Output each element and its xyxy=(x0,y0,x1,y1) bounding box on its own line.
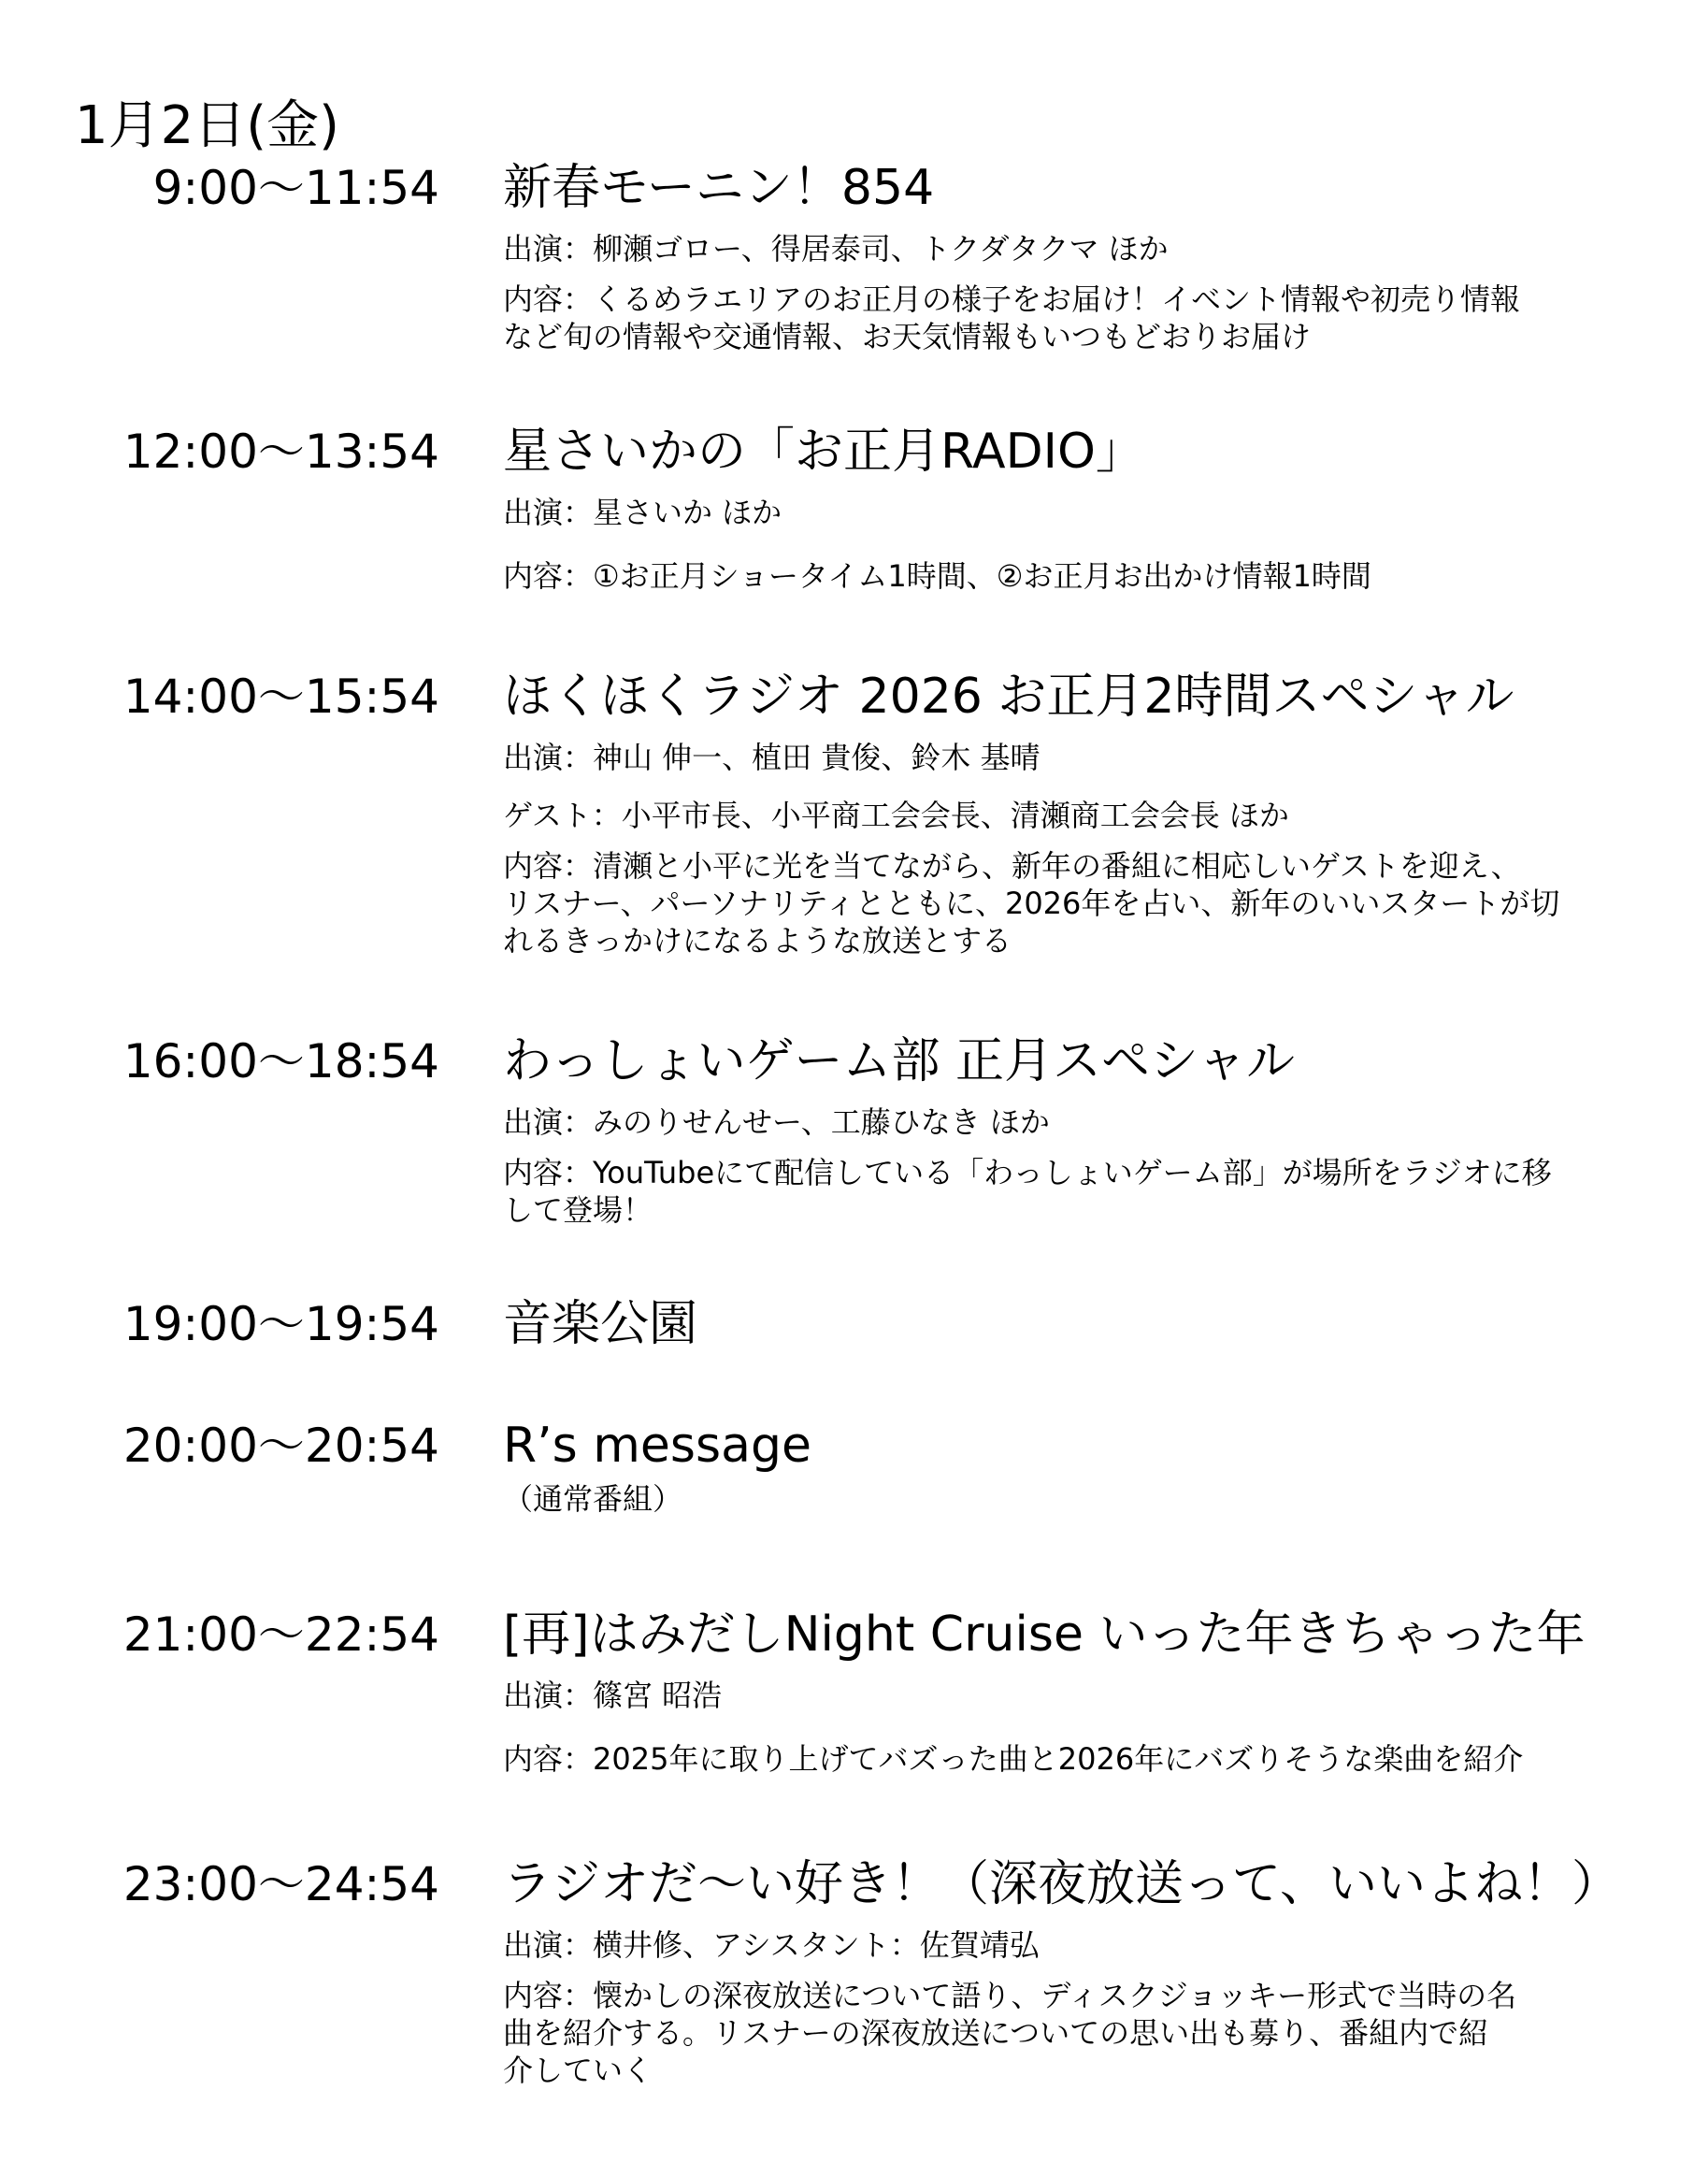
program-title: ラジオだ～い好き！（深夜放送って、いいよね！） xyxy=(503,1856,1620,1912)
program-details xyxy=(503,1853,1620,2089)
program-description: 内容：くるめラエリアのお正月の様子をお届け！イベント情報や初売り情報 など旬の情報や交通情報、お天気情報もいつもどおりお届け xyxy=(503,281,1521,354)
program-title: 音楽公園 xyxy=(503,1296,698,1352)
program-time: 14:00～15:54 xyxy=(122,670,439,724)
program-description: 内容：①お正月ショータイム1時間、②お正月お出かけ情報1時間 xyxy=(503,558,1371,594)
program-time: 9:00～11:54 xyxy=(152,161,439,215)
program-cast: 出演：みのりせんせー、工藤ひなき ほか xyxy=(503,1104,1050,1140)
program-cast: 出演：神山 伸一、植田 貴俊、鈴木 基晴 xyxy=(503,740,1041,775)
program-time: 19:00～19:54 xyxy=(122,1297,439,1351)
program-note: （通常番組） xyxy=(503,1481,683,1517)
program-description: 内容：懐かしの深夜放送について語り、ディスクジョッキー形式で当時の名 曲を紹介する。リスナーの深夜放送についての思い出も募り、番組内で紹 介していく xyxy=(503,1978,1517,2088)
program-title: わっしょいゲーム部 正月スペシャル xyxy=(503,1033,1295,1089)
program-title: ほくほくラジオ 2026 お正月2時間スペシャル xyxy=(503,669,1514,725)
program-cast: 出演：横井修、アシスタント：佐賀靖弘 xyxy=(503,1927,1040,1963)
program-time: 23:00～24:54 xyxy=(122,1857,439,1911)
program-cast: 出演：柳瀬ゴロー、得居泰司、トクダタクマ ほか xyxy=(503,231,1169,267)
program-details xyxy=(503,666,1606,959)
program-cast: 出演：星さいか ほか xyxy=(503,495,782,530)
program-title: [再]はみだしNight Cruise いった年きちゃった年 xyxy=(503,1607,1586,1663)
program-title: 星さいかの「お正月RADIO」 xyxy=(503,424,1144,480)
program-guests: ゲスト：小平市長、小平商工会会長、清瀬商工会会長 ほか xyxy=(503,798,1289,833)
program-details xyxy=(503,1604,1606,1778)
program-title: 新春モーニン！854 xyxy=(503,160,935,216)
program-description: 内容：YouTubeにて配信している「わっしょいゲーム部」が場所をラジオに移 して登場！ xyxy=(503,1155,1552,1228)
schedule-date: 1月2日(金) xyxy=(75,95,339,156)
program-details xyxy=(503,1031,1606,1229)
program-details xyxy=(503,1415,1606,1518)
program-cast: 出演：篠宮 昭浩 xyxy=(503,1678,723,1713)
program-time: 16:00～18:54 xyxy=(122,1034,439,1088)
program-title: R’s message xyxy=(503,1418,811,1474)
program-description: 内容：2025年に取り上げてバズった曲と2026年にバズりそうな楽曲を紹介 xyxy=(503,1741,1524,1777)
program-description: 内容：清瀬と小平に光を当てながら、新年の番組に相応しいゲストを迎え、 リスナー、パーソナリティとともに、2026年を占い、新年のいいスタートが切 れるきっかけになるような放送とする xyxy=(503,848,1560,958)
program-time: 12:00～13:54 xyxy=(122,425,439,479)
program-time: 21:00～22:54 xyxy=(122,1607,439,1662)
program-details xyxy=(503,157,1606,355)
program-time: 20:00～20:54 xyxy=(122,1419,439,1473)
program-details xyxy=(503,1293,1606,1355)
program-details xyxy=(503,421,1606,595)
